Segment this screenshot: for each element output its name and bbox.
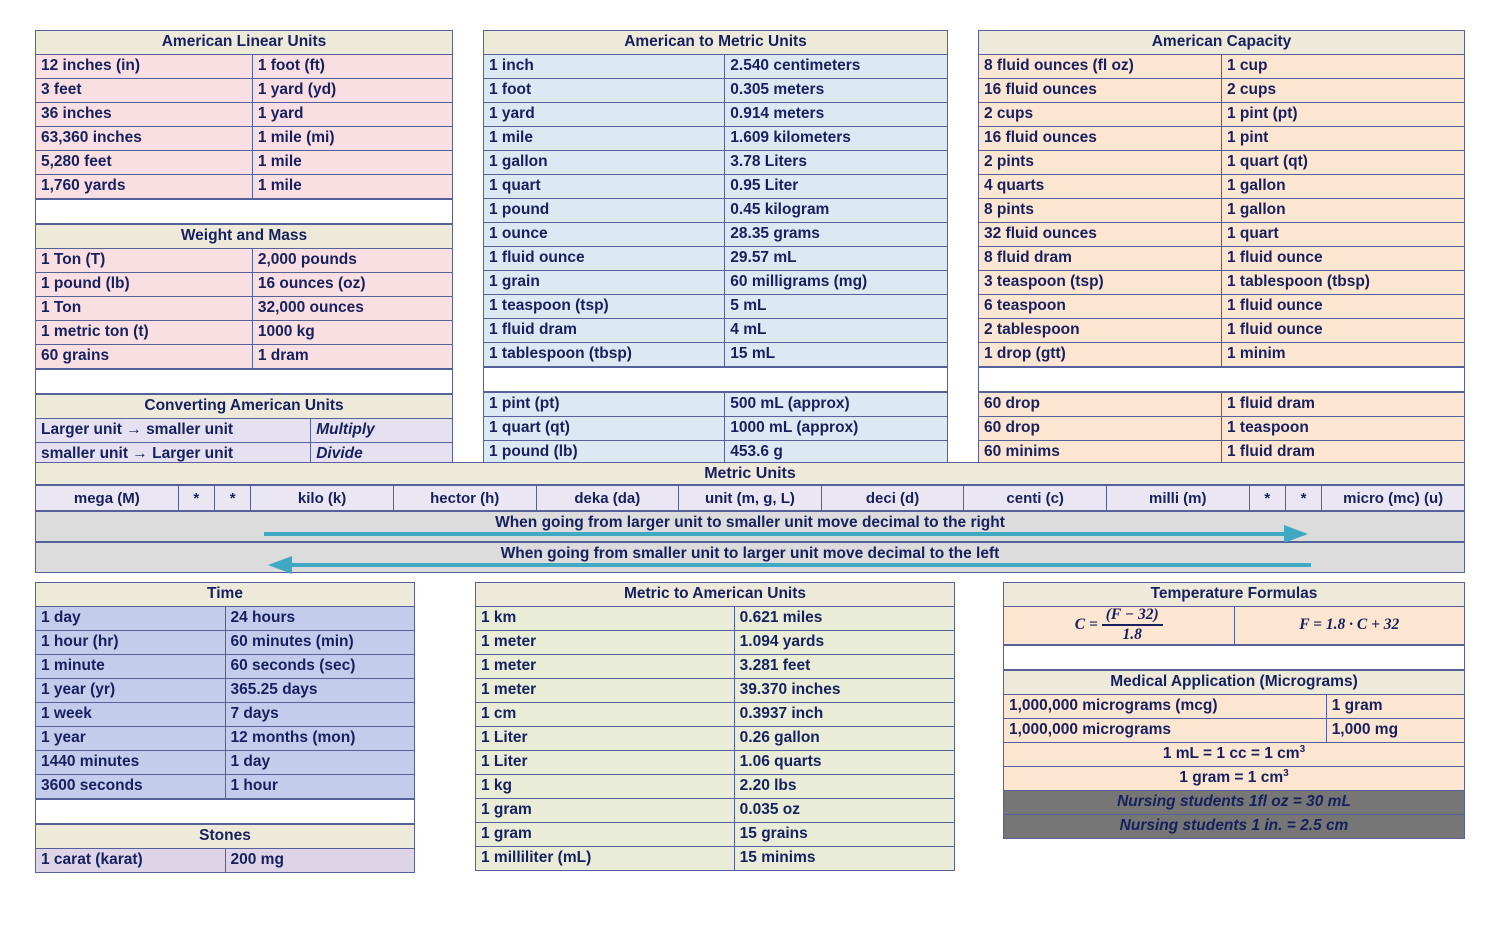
cell-right: Divide	[311, 443, 453, 467]
cell-right: 15 grains	[734, 823, 954, 847]
cell-left: 1,000,000 micrograms	[1004, 718, 1327, 742]
celsius-fraction	[1102, 607, 1163, 644]
metric-prefix-cell: centi (c)	[964, 486, 1107, 511]
cell-right: 1 gallon	[1222, 199, 1465, 223]
american-capacity-table-extra	[978, 392, 1465, 465]
cell-left: 1 yard	[484, 103, 725, 127]
cell-right: 0.621 miles	[734, 607, 954, 631]
column-left	[35, 30, 453, 467]
cell-right: 1 mile (mi)	[252, 127, 452, 151]
table-row	[484, 271, 948, 295]
american-to-metric-units-table-extra	[483, 392, 948, 465]
cell-right: 1.609 kilometers	[725, 127, 948, 151]
table-header-row	[36, 395, 453, 419]
cell-left: 1,000,000 micrograms (mcg)	[1004, 694, 1327, 718]
weight-and-mass-title: Weight and Mass	[36, 225, 453, 249]
cell-left: 16 fluid ounces	[979, 127, 1222, 151]
cell-left: 1 pound (lb)	[484, 441, 725, 465]
cell-left: 1 quart	[484, 175, 725, 199]
table-header-row	[484, 31, 948, 55]
spacer-time	[35, 799, 415, 824]
cell-right: 12 months (mon)	[225, 727, 415, 751]
table-row	[36, 775, 415, 799]
table-row	[36, 297, 453, 321]
cell-left: 1 milliliter (mL)	[476, 847, 735, 871]
table-row	[476, 799, 955, 823]
metric-prefix-placeholder: *	[214, 486, 250, 511]
cell-left: 1 ounce	[484, 223, 725, 247]
cell-right: 15 mL	[725, 343, 948, 367]
cell-left: 1 gallon	[484, 151, 725, 175]
cell-right: 1000 kg	[252, 321, 452, 345]
arrow-right-row	[35, 511, 1465, 542]
fahrenheit-formula: F = 1.8 · C + 32	[1234, 607, 1465, 645]
stones-title: Stones	[36, 825, 415, 849]
table-row	[979, 271, 1465, 295]
table-row	[36, 727, 415, 751]
cell-left: 1 year (yr)	[36, 679, 226, 703]
table-row	[476, 607, 955, 631]
table-row	[484, 441, 948, 465]
cell-right: 1 pint (pt)	[1222, 103, 1465, 127]
table-row	[36, 607, 415, 631]
cell-right: 15 minims	[734, 847, 954, 871]
cell-right: 2.20 lbs	[734, 775, 954, 799]
cell-right: 16 ounces (oz)	[252, 273, 452, 297]
table-row	[979, 247, 1465, 271]
medical-application-table	[1003, 670, 1465, 839]
cell-right: 1 mile	[252, 175, 452, 199]
cell-right: 0.305 meters	[725, 79, 948, 103]
cell-right: 1 mile	[252, 151, 452, 175]
cell-left: 1 inch	[484, 55, 725, 79]
cell-right: 1.094 yards	[734, 631, 954, 655]
cell-right: 0.26 gallon	[734, 727, 954, 751]
american-capacity-title: American Capacity	[979, 31, 1465, 55]
cell-right: 1 quart	[1222, 223, 1465, 247]
cell-right: 1 teaspoon	[1222, 417, 1465, 441]
table-row	[36, 321, 453, 345]
cell-left: 1 day	[36, 607, 226, 631]
table-header-row	[36, 31, 453, 55]
cubic-exponent: 3	[1283, 768, 1289, 780]
table-row	[36, 631, 415, 655]
cell-right: 1 yard (yd)	[252, 79, 452, 103]
cell-left: 1 metric ton (t)	[36, 321, 253, 345]
cell-left: 1 meter	[476, 655, 735, 679]
cell-left: 2 cups	[979, 103, 1222, 127]
table-row	[484, 247, 948, 271]
cell-left: 1 Liter	[476, 751, 735, 775]
cell-left: 1 kg	[476, 775, 735, 799]
metric-prefix-cell: milli (m)	[1106, 486, 1249, 511]
metric-prefix-placeholder: *	[178, 486, 214, 511]
metric-prefix-cell: mega (M)	[36, 486, 179, 511]
celsius-lhs: C =	[1074, 616, 1098, 634]
cell-left: 8 pints	[979, 199, 1222, 223]
cell-left: 1 carat (karat)	[36, 849, 226, 873]
cell-right: 365.25 days	[225, 679, 415, 703]
table-row	[484, 151, 948, 175]
cell-right: 1 tablespoon (tbsp)	[1222, 271, 1465, 295]
table-header-row	[979, 31, 1465, 55]
cell-left: 1 grain	[484, 271, 725, 295]
table-row	[484, 295, 948, 319]
cell-right: 1 fluid ounce	[1222, 295, 1465, 319]
cell-left: 3 teaspoon (tsp)	[979, 271, 1222, 295]
table-row	[979, 175, 1465, 199]
metric-prefix-placeholder: *	[1285, 486, 1321, 511]
table-row	[484, 393, 948, 417]
time-table	[35, 582, 415, 799]
table-header-row	[36, 225, 453, 249]
table-row	[484, 199, 948, 223]
cell-left: 2 tablespoon	[979, 319, 1222, 343]
cell-left: 1 pint (pt)	[484, 393, 725, 417]
table-row	[484, 223, 948, 247]
table-row	[484, 103, 948, 127]
metric-units-band	[35, 462, 1465, 573]
american-linear-units-table	[35, 30, 453, 199]
cell-left: smaller unit → Larger unit	[36, 443, 311, 467]
bottom-column-left	[35, 582, 415, 873]
bottom-column-right	[1003, 582, 1465, 839]
cell-left: 4 quarts	[979, 175, 1222, 199]
metric-prefix-cell: deka (da)	[536, 486, 679, 511]
cell-left: 32 fluid ounces	[979, 223, 1222, 247]
cell-right: 2.540 centimeters	[725, 55, 948, 79]
cell-right: 1 gram	[1326, 694, 1464, 718]
table-row	[1004, 790, 1465, 814]
converting-american-units-table	[35, 394, 453, 467]
cell-left: 1 cm	[476, 703, 735, 727]
cell-right: 0.45 kilogram	[725, 199, 948, 223]
cubic-exponent: 3	[1299, 744, 1306, 756]
spacer-cell	[36, 370, 453, 394]
cell-left: 8 fluid ounces (fl oz)	[979, 55, 1222, 79]
celsius-denominator: 1.8	[1122, 626, 1142, 644]
cell-left: 1,760 yards	[36, 175, 253, 199]
cell-left: 3 feet	[36, 79, 253, 103]
cell-left: 12 inches (in)	[36, 55, 253, 79]
cell-left: Larger unit → smaller unit	[36, 419, 311, 443]
table-row	[484, 175, 948, 199]
cell-left: 1 year	[36, 727, 226, 751]
cell-right: 32,000 ounces	[252, 297, 452, 321]
table-row	[476, 823, 955, 847]
weight-and-mass-table	[35, 224, 453, 369]
american-linear-units-title: American Linear Units	[36, 31, 453, 55]
cell-left: 16 fluid ounces	[979, 79, 1222, 103]
cell-right: 1 cup	[1222, 55, 1465, 79]
table-row	[484, 343, 948, 367]
table-row	[36, 175, 453, 199]
celsius-numerator: (F − 32)	[1102, 607, 1163, 626]
medical-application-title: Medical Application (Micrograms)	[1004, 670, 1465, 694]
cell-left: 36 inches	[36, 103, 253, 127]
cell-left: 1 meter	[476, 631, 735, 655]
medical-equivalence-cell: 1 gram = 1 $cm^3$	[1004, 766, 1465, 790]
spacer-temperature	[1003, 645, 1465, 670]
table-row	[484, 319, 948, 343]
spacer-linear	[35, 199, 453, 224]
table-row	[36, 273, 453, 297]
table-row	[36, 55, 453, 79]
table-header-row	[36, 583, 415, 607]
cell-right: 1 fluid ounce	[1222, 247, 1465, 271]
table-row	[36, 345, 453, 369]
table-row	[979, 343, 1465, 367]
spacer-a2m	[483, 367, 948, 392]
spacer-cell	[484, 368, 948, 392]
table-row	[476, 703, 955, 727]
table-row	[36, 79, 453, 103]
table-row	[476, 751, 955, 775]
table-row	[979, 441, 1465, 465]
cell-right: 1 dram	[252, 345, 452, 369]
table-row	[1004, 742, 1465, 766]
metric-units-title: Metric Units	[35, 462, 1465, 485]
table-row	[484, 417, 948, 441]
cell-right: 2 cups	[1222, 79, 1465, 103]
cell-right: 1 fluid dram	[1222, 441, 1465, 465]
cell-right: 1 day	[225, 751, 415, 775]
arrow-left-row	[35, 542, 1465, 573]
arrow-left-label: When going from smaller unit to larger unit move decimal to the left	[500, 545, 1000, 562]
medical-equivalence-cell: 1 mL = 1 cc = 1 $cm^3$	[1004, 742, 1465, 766]
table-row	[36, 849, 415, 873]
table-row	[476, 679, 955, 703]
metric-prefix-cell: deci (d)	[821, 486, 964, 511]
celsius-formula	[1004, 607, 1235, 645]
nursing-note-cell: Nursing students 1fl oz = 30 mL	[1004, 790, 1465, 814]
spacer-cell	[1004, 645, 1465, 669]
table-row	[979, 151, 1465, 175]
cell-right: 1 pint	[1222, 127, 1465, 151]
cell-right: 5 mL	[725, 295, 948, 319]
table-row	[979, 393, 1465, 417]
cell-left: 1 gram	[476, 823, 735, 847]
table-row	[979, 127, 1465, 151]
stones-table	[35, 824, 415, 873]
cell-right: 1 quart (qt)	[1222, 151, 1465, 175]
table-row	[1004, 694, 1465, 718]
cell-right: 1000 mL (approx)	[725, 417, 948, 441]
spacer-cap	[978, 367, 1465, 392]
cell-left: 1 Ton (T)	[36, 249, 253, 273]
table-row	[476, 775, 955, 799]
cell-left: 2 pints	[979, 151, 1222, 175]
table-row	[476, 727, 955, 751]
table-row	[1004, 766, 1465, 790]
spacer-cell	[36, 800, 415, 824]
table-row	[36, 127, 453, 151]
cell-right: 2,000 pounds	[252, 249, 452, 273]
cell-left: 1 fluid ounce	[484, 247, 725, 271]
cell-left: 60 drop	[979, 417, 1222, 441]
cell-left: 1 meter	[476, 679, 735, 703]
table-row	[36, 655, 415, 679]
column-middle	[483, 30, 948, 465]
table-row	[36, 151, 453, 175]
table-row	[36, 679, 415, 703]
cell-left: 1 gram	[476, 799, 735, 823]
table-row	[979, 223, 1465, 247]
table-row	[36, 703, 415, 727]
table-row	[979, 103, 1465, 127]
converting-american-units-title: Converting American Units	[36, 395, 453, 419]
cell-left: 1 fluid dram	[484, 319, 725, 343]
metric-to-american-units-table	[475, 582, 955, 871]
cell-right: 1,000 mg	[1326, 718, 1464, 742]
table-row	[979, 319, 1465, 343]
spacer-cell	[979, 368, 1465, 392]
cell-right: 28.35 grams	[725, 223, 948, 247]
table-row	[484, 55, 948, 79]
cell-left: 1 week	[36, 703, 226, 727]
cell-left: 1 mile	[484, 127, 725, 151]
cell-left: 1 teaspoon (tsp)	[484, 295, 725, 319]
cell-right: 7 days	[225, 703, 415, 727]
temperature-formulas-title: Temperature Formulas	[1004, 583, 1465, 607]
cell-left: 60 grains	[36, 345, 253, 369]
metric-prefix-cell: hector (h)	[393, 486, 536, 511]
cell-right: 3.78 Liters	[725, 151, 948, 175]
metric-to-american-units-title: Metric to American Units	[476, 583, 955, 607]
cell-left: 1 Liter	[476, 727, 735, 751]
table-row	[36, 419, 453, 443]
time-title: Time	[36, 583, 415, 607]
cell-right: 0.3937 inch	[734, 703, 954, 727]
table-row	[484, 79, 948, 103]
table-row	[36, 249, 453, 273]
cell-left: 5,280 feet	[36, 151, 253, 175]
cell-right: 0.035 oz	[734, 799, 954, 823]
cell-left: 1 foot	[484, 79, 725, 103]
cell-right: Multiply	[311, 419, 453, 443]
spacer-cell	[36, 200, 453, 224]
cell-right: 1 minim	[1222, 343, 1465, 367]
cell-left: 60 minims	[979, 441, 1222, 465]
cell-right: 60 milligrams (mg)	[725, 271, 948, 295]
column-right	[978, 30, 1465, 465]
metric-prefix-row	[35, 485, 1465, 511]
table-row	[979, 79, 1465, 103]
table-row	[484, 127, 948, 151]
chart-sheet	[35, 30, 1465, 920]
cell-right: 60 seconds (sec)	[225, 655, 415, 679]
cell-left: 1 drop (gtt)	[979, 343, 1222, 367]
cell-left: 8 fluid dram	[979, 247, 1222, 271]
american-to-metric-units-title: American to Metric Units	[484, 31, 948, 55]
cell-right: 500 mL (approx)	[725, 393, 948, 417]
cell-left: 1 hour (hr)	[36, 631, 226, 655]
cell-right: 1.06 quarts	[734, 751, 954, 775]
cell-right: 0.914 meters	[725, 103, 948, 127]
cell-right: 1 fluid ounce	[1222, 319, 1465, 343]
cell-right: 1 fluid dram	[1222, 393, 1465, 417]
cell-right: 1 hour	[225, 775, 415, 799]
cell-right: 39.370 inches	[734, 679, 954, 703]
metric-prefix-placeholder: *	[1249, 486, 1285, 511]
cell-right: 1 yard	[252, 103, 452, 127]
cell-right: 3.281 feet	[734, 655, 954, 679]
cell-right: 24 hours	[225, 607, 415, 631]
cell-left: 3600 seconds	[36, 775, 226, 799]
cell-left: 1 pound	[484, 199, 725, 223]
table-row	[979, 199, 1465, 223]
metric-prefix-cell: micro (mc) (u)	[1322, 486, 1465, 511]
cell-right: 200 mg	[225, 849, 415, 873]
table-header-row	[476, 583, 955, 607]
table-header-row	[36, 825, 415, 849]
cell-right: 1 gallon	[1222, 175, 1465, 199]
cell-left: 60 drop	[979, 393, 1222, 417]
table-row	[1004, 814, 1465, 838]
table-row	[979, 417, 1465, 441]
american-to-metric-units-table	[483, 30, 948, 367]
arrow-right-label: When going from larger unit to smaller unit move decimal to the right	[495, 514, 1005, 531]
table-row	[476, 847, 955, 871]
spacer-weight	[35, 369, 453, 394]
cell-right: 0.95 Liter	[725, 175, 948, 199]
table-row	[36, 103, 453, 127]
cell-right: 60 minutes (min)	[225, 631, 415, 655]
cell-left: 1 tablespoon (tbsp)	[484, 343, 725, 367]
cell-left: 1 quart (qt)	[484, 417, 725, 441]
cell-right: 453.6 g	[725, 441, 948, 465]
cell-right: 1 foot (ft)	[252, 55, 452, 79]
cell-left: 1 pound (lb)	[36, 273, 253, 297]
american-capacity-table	[978, 30, 1465, 367]
cell-left: 1 km	[476, 607, 735, 631]
bottom-column-middle	[475, 582, 955, 871]
cell-left: 1 Ton	[36, 297, 253, 321]
cell-right: 4 mL	[725, 319, 948, 343]
temperature-formulas-table	[1003, 582, 1465, 645]
table-row	[979, 295, 1465, 319]
cell-left: 1440 minutes	[36, 751, 226, 775]
table-row	[476, 631, 955, 655]
metric-prefix-cell: unit (m, g, L)	[679, 486, 822, 511]
table-row	[36, 751, 415, 775]
table-row	[476, 655, 955, 679]
cell-right: 29.57 mL	[725, 247, 948, 271]
cell-left: 63,360 inches	[36, 127, 253, 151]
cell-left: 1 minute	[36, 655, 226, 679]
table-header-row	[1004, 670, 1465, 694]
metric-prefix-cell: kilo (k)	[251, 486, 394, 511]
nursing-note-cell: Nursing students 1 in. = 2.5 cm	[1004, 814, 1465, 838]
table-row	[1004, 718, 1465, 742]
table-row	[979, 55, 1465, 79]
cell-left: 6 teaspoon	[979, 295, 1222, 319]
